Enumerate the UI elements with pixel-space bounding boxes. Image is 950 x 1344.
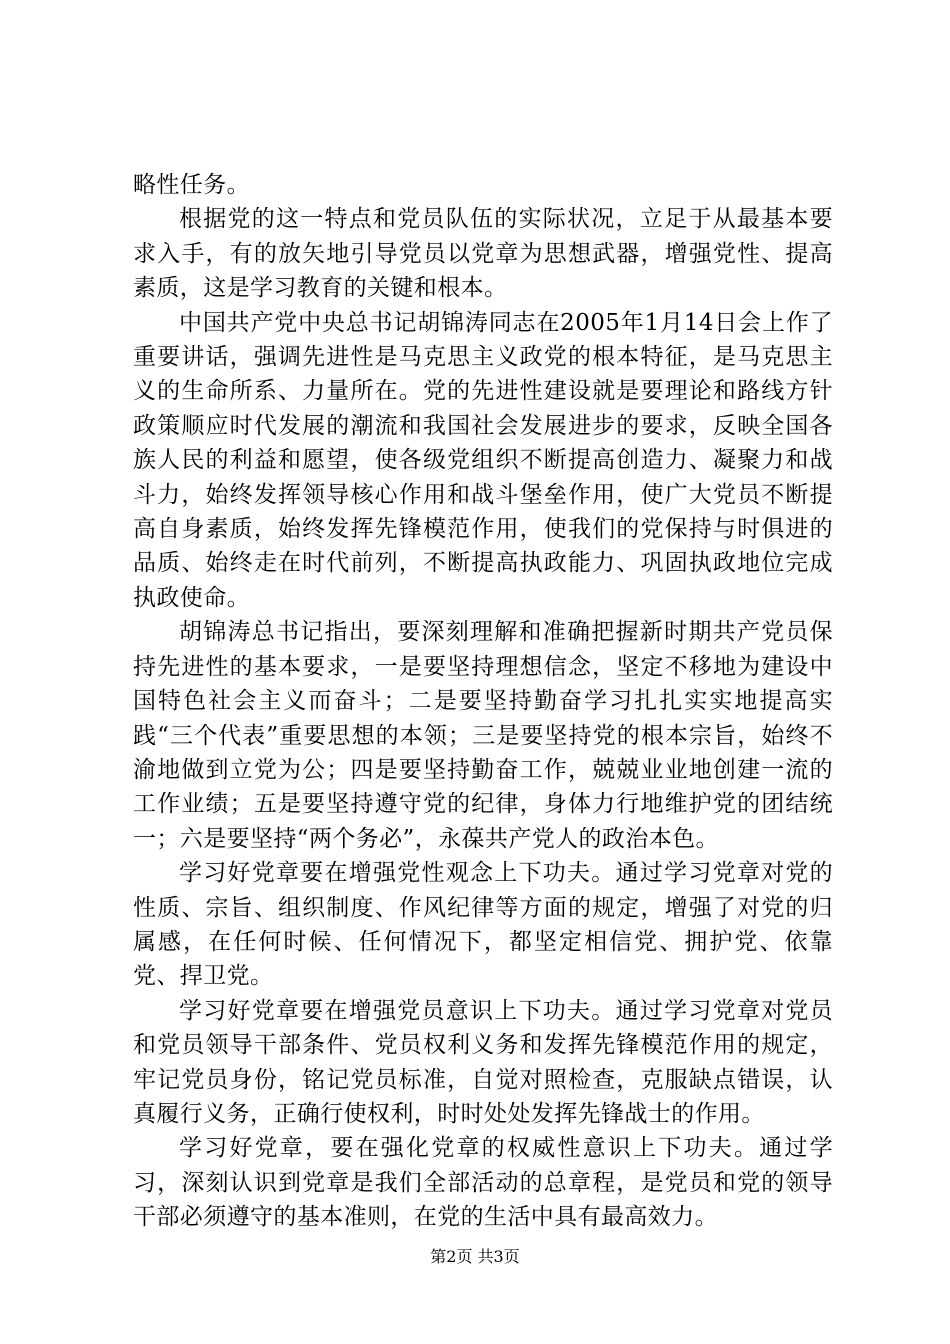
- paragraph: 学习好党章，要在强化党章的权威性意识上下功夫。通过学习，深刻认识到党章是我们全部活动的总章程，是党员和党的领导干部必须遵守的基本准则，在党的生活中具有最高效力。: [133, 1135, 833, 1231]
- document-body: [133, 168, 833, 1235]
- paragraph: 学习好党章要在增强党性观念上下功夫。通过学习党章对党的性质、宗旨、组织制度、作风纪律等方面的规定，增强了对党的归属感，在任何时候、任何情况下，都坚定相信党、拥护党、依靠党、捍卫党。: [133, 860, 833, 990]
- paragraph: 根据党的这一特点和党员队伍的实际状况，立足于从最基本要求入手，有的放矢地引导党员以党章为思想武器，增强党性、提高素质，这是学习教育的关键和根本。: [133, 206, 833, 302]
- paragraph-continuation: 略性任务。: [133, 172, 250, 198]
- page-footer: 第2页 共3页: [430, 1247, 520, 1266]
- paragraph: 学习好党章要在增强党员意识上下功夫。通过学习党章对党员和党员领导干部条件、党员权利义务和发挥先锋模范作用的规定，牢记党员身份，铭记党员标准，自觉对照检查，克服缺点错误，认真履行义务，正确行使权利，时时处处发挥先锋战士的作用。: [133, 997, 833, 1127]
- paragraph: 中国共产党中央总书记胡锦涛同志在2005年1月14日会上作了重要讲话，强调先进性是马克思主义政党的根本特征，是马克思主义的生命所系、力量所在。党的先进性建设就是要理论和路线方针政策顺应时代发展的潮流和我国社会发展进步的要求，反映全国各族人民的利益和愿望，使各级党组织不断提高创造力、凝聚力和战斗力，始终发挥领导核心作用和战斗堡垒作用，使广大党员不断提高自身素质，始终发挥先锋模范作用，使我们的党保持与时俱进的品质、始终走在时代前列，不断提高执政能力、巩固执政地位完成执政使命。: [133, 309, 833, 611]
- paragraph: 胡锦涛总书记指出，要深刻理解和准确把握新时期共产党员保持先进性的基本要求，一是要坚持理想信念，坚定不移地为建设中国特色社会主义而奋斗；二是要坚持勤奋学习扎扎实实地提高实践“三个代表”重要思想的本领；三是要坚持党的根本宗旨，始终不渝地做到立党为公；四是要坚持勤奋工作，兢兢业业地创建一流的工作业绩；五是要坚持遵守党的纪律，身体力行地维护党的团结统一；六是要坚持“两个务必”，永葆共产党人的政治本色。: [133, 619, 833, 852]
